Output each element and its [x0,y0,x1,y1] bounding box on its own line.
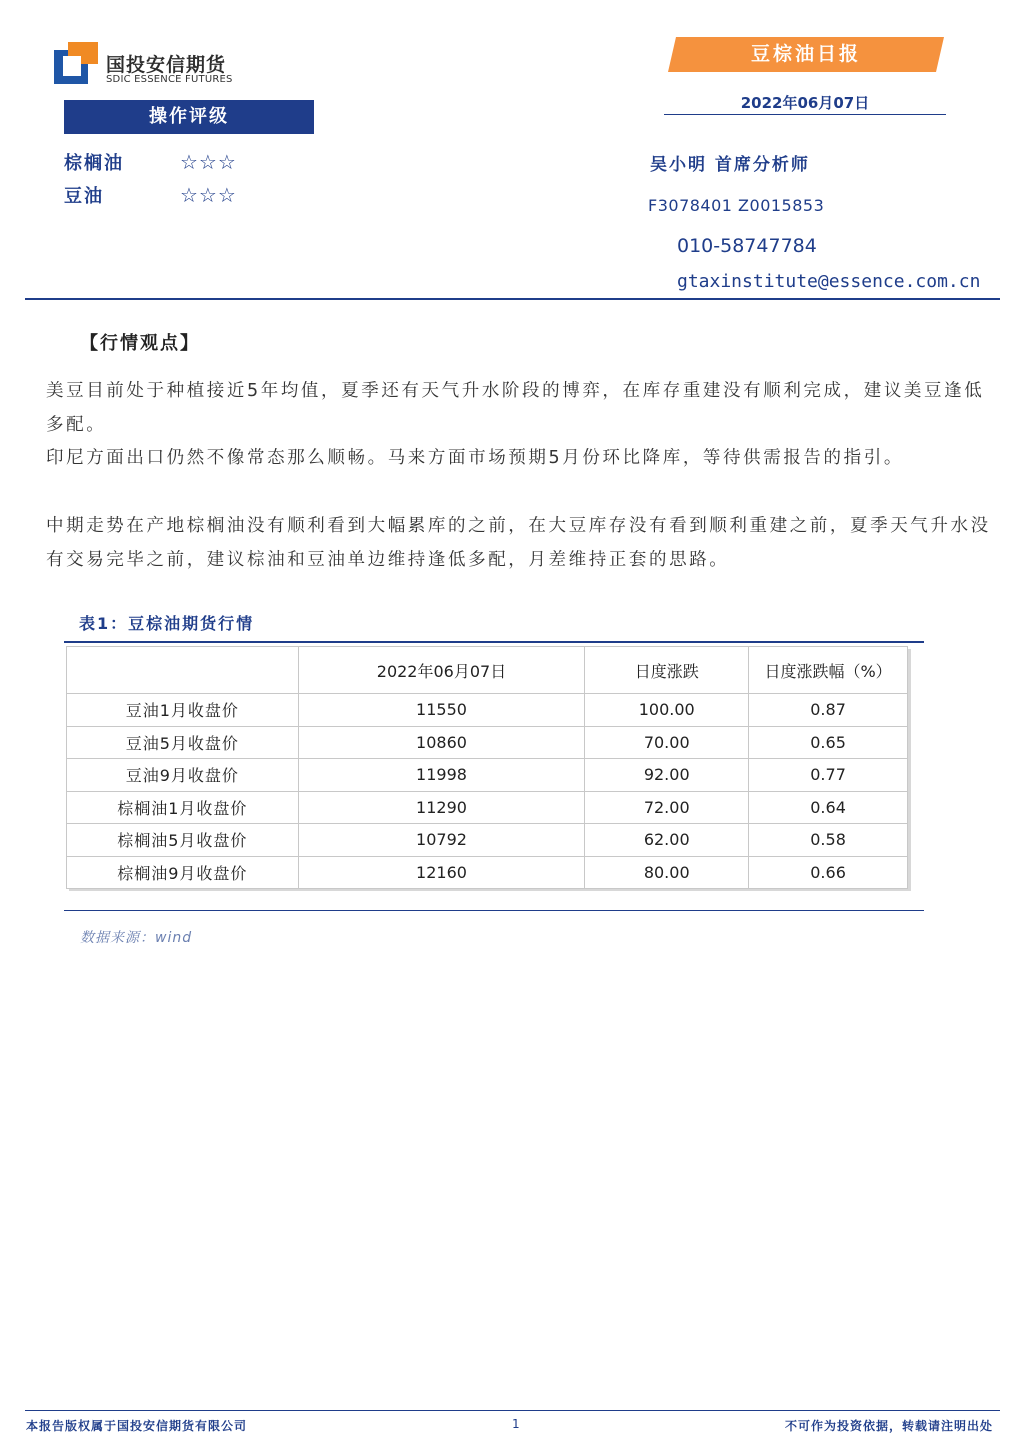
table-cell: 0.66 [749,856,908,889]
star-rating-icon: ☆☆☆ [180,183,237,207]
divider [64,641,924,643]
rating-header: 操作评级 [64,100,314,134]
table-cell: 0.65 [749,726,908,759]
table-cell: 棕榈油1月收盘价 [67,791,299,824]
table-cell: 0.58 [749,824,908,857]
column-header [67,647,299,694]
rating-name: 棕榈油 [64,153,124,174]
table-cell: 豆油5月收盘价 [67,726,299,759]
analyst-email-link[interactable]: gtaxinstitute@essence.com.cn [677,271,981,292]
futures-quote-table [66,646,908,889]
table-cell: 0.64 [749,791,908,824]
page-number: 1 [512,1417,520,1431]
paragraph: 印尼方面出口仍然不像常态那么顺畅。马来方面市场预期5月份环比降库，等待供需报告的指引。 [46,448,904,468]
paragraph: 中期走势在产地棕榈油没有顺利看到大幅累库的之前，在大豆库存没有看到顺利重建之前，夏季天气升水没有交易完毕之前，建议棕油和豆油单边维持逢低多配，月差维持正套的思路。 [46,516,991,570]
table-header-row [67,647,908,694]
table-title: 表1：豆棕油期货行情 [79,614,255,633]
table-cell: 80.00 [585,856,749,889]
table-cell: 62.00 [585,824,749,857]
rating-name: 豆油 [64,186,104,207]
section-heading: 【行情观点】 [80,333,200,354]
column-header: 日度涨跌幅（%） [749,647,908,694]
table-cell: 11998 [298,759,585,792]
table-row [67,856,908,889]
divider [664,114,946,115]
footer-divider [25,1410,1000,1411]
analyst-phone: 010-58747784 [677,235,817,257]
table-row [67,694,908,727]
table-cell: 棕榈油9月收盘价 [67,856,299,889]
table-cell: 11290 [298,791,585,824]
rating-row-palm-oil [64,149,237,175]
table-row [67,824,908,857]
table-row [67,726,908,759]
rating-row-soybean-oil [64,182,237,208]
analyst-certificates: F3078401 Z0015853 [648,196,825,215]
column-header: 2022年06月07日 [298,647,585,694]
table-cell: 100.00 [585,694,749,727]
table-cell: 豆油1月收盘价 [67,694,299,727]
analyst-name: 吴小明 首席分析师 [650,155,810,175]
company-name-cn: 国投安信期货 [106,54,227,76]
table-cell: 12160 [298,856,585,889]
table-cell: 0.77 [749,759,908,792]
star-rating-icon: ☆☆☆ [180,150,237,174]
header-divider [25,298,1000,300]
column-header: 日度涨跌 [585,647,749,694]
footer-disclaimer: 不可作为投资依据，转载请注明出处 [784,1419,993,1433]
table-cell: 0.87 [749,694,908,727]
table-cell: 70.00 [585,726,749,759]
divider [64,910,924,911]
table-cell: 72.00 [585,791,749,824]
table-cell: 11550 [298,694,585,727]
table-cell: 10792 [298,824,585,857]
table-row [67,791,908,824]
company-logo-icon [54,42,98,84]
data-source-note: 数据来源：wind [80,930,193,946]
table-row [67,759,908,792]
footer-copyright: 本报告版权属于国投安信期货有限公司 [26,1419,248,1433]
table-cell: 棕榈油5月收盘价 [67,824,299,857]
report-title-banner [668,37,944,72]
table-cell: 10860 [298,726,585,759]
company-name-en: SDIC ESSENCE FUTURES [106,74,233,85]
table-cell: 92.00 [585,759,749,792]
report-title: 豆棕油日报 [750,43,861,65]
table-cell: 豆油9月收盘价 [67,759,299,792]
paragraph: 美豆目前处于种植接近5年均值，夏季还有天气升水阶段的博弈，在库存重建没有顺利完成，建议美豆逢低多配。 [46,381,985,435]
report-date: 2022年06月07日 [740,94,870,112]
